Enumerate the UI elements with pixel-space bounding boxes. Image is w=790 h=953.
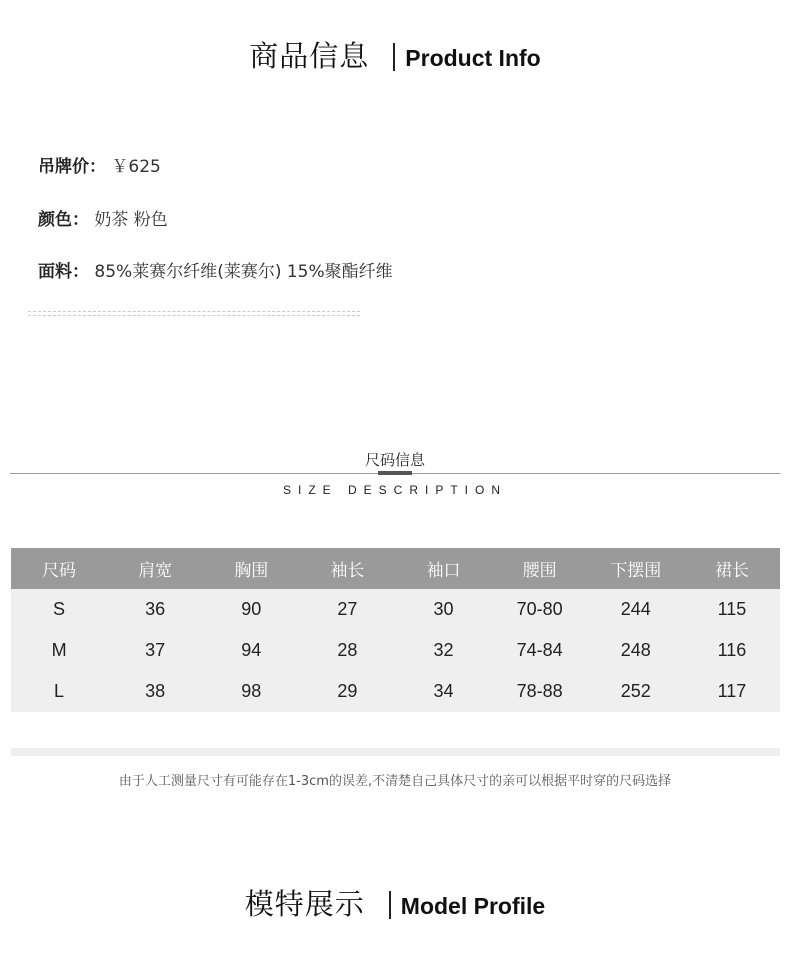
header-waist: 腰围: [492, 548, 588, 589]
title-divider: [389, 891, 391, 919]
table-cell: 28: [299, 630, 395, 671]
table-row: [11, 589, 780, 630]
table-cell: 70-80: [492, 589, 588, 630]
table-cell: 90: [203, 589, 299, 630]
header-size: 尺码: [11, 548, 107, 589]
table-cell: L: [11, 671, 107, 712]
fabric-row: [38, 257, 393, 282]
table-cell: 98: [203, 671, 299, 712]
table-row: [11, 671, 780, 712]
product-info-title: [0, 34, 790, 75]
table-cell: 32: [396, 630, 492, 671]
table-cell: 74-84: [492, 630, 588, 671]
table-cell: 78-88: [492, 671, 588, 712]
measurement-note: 由于人工测量尺寸有可能存在1-3cm的误差,不清楚自己具体尺寸的亲可以根据平时穿的尺码选择: [118, 774, 672, 789]
header-hem: 下摆围: [588, 548, 684, 589]
model-profile-title: [0, 882, 790, 923]
table-cell: 27: [299, 589, 395, 630]
table-cell: 37: [107, 630, 203, 671]
size-info-title-en: SIZE DESCRIPTION: [282, 483, 507, 497]
price-row: [38, 152, 161, 177]
table-cell: 116: [684, 630, 780, 671]
header-cuff: 袖口: [396, 548, 492, 589]
price-value: ￥625: [111, 157, 161, 177]
header-bust: 胸围: [203, 548, 299, 589]
table-cell: 248: [588, 630, 684, 671]
size-table: [11, 548, 780, 712]
price-label: 吊牌价：: [38, 157, 106, 177]
table-footer-strip: [11, 748, 780, 756]
dashed-divider: [28, 311, 360, 312]
table-cell: 38: [107, 671, 203, 712]
color-row: [38, 205, 168, 230]
table-cell: 29: [299, 671, 395, 712]
header-sleeve-length: 袖长: [299, 548, 395, 589]
table-cell: 244: [588, 589, 684, 630]
color-label: 颜色：: [38, 210, 89, 230]
table-cell: 117: [684, 671, 780, 712]
product-info-title-cn: 商品信息: [249, 39, 370, 73]
color-value: 奶茶 粉色: [94, 210, 168, 230]
table-cell: S: [11, 589, 107, 630]
table-row: [11, 630, 780, 671]
header-dress-length: 裙长: [684, 548, 780, 589]
table-cell: 30: [396, 589, 492, 630]
size-info-title-cn: 尺码信息: [364, 451, 425, 469]
table-cell: 252: [588, 671, 684, 712]
dashed-divider: [28, 315, 360, 316]
table-cell: M: [11, 630, 107, 671]
model-profile-title-en: Model Profile: [400, 893, 546, 919]
header-shoulder: 肩宽: [107, 548, 203, 589]
table-cell: 115: [684, 589, 780, 630]
table-cell: 94: [203, 630, 299, 671]
fabric-value: 85%莱赛尔纤维(莱赛尔) 15%聚酯纤维: [94, 262, 393, 282]
title-divider: [393, 43, 395, 71]
product-info-title-en: Product Info: [405, 45, 541, 71]
size-title-accent: [378, 471, 412, 475]
fabric-label: 面料：: [38, 262, 89, 282]
table-cell: 36: [107, 589, 203, 630]
table-cell: 34: [396, 671, 492, 712]
size-table-header: [11, 548, 780, 589]
model-profile-title-cn: 模特展示: [244, 887, 365, 921]
